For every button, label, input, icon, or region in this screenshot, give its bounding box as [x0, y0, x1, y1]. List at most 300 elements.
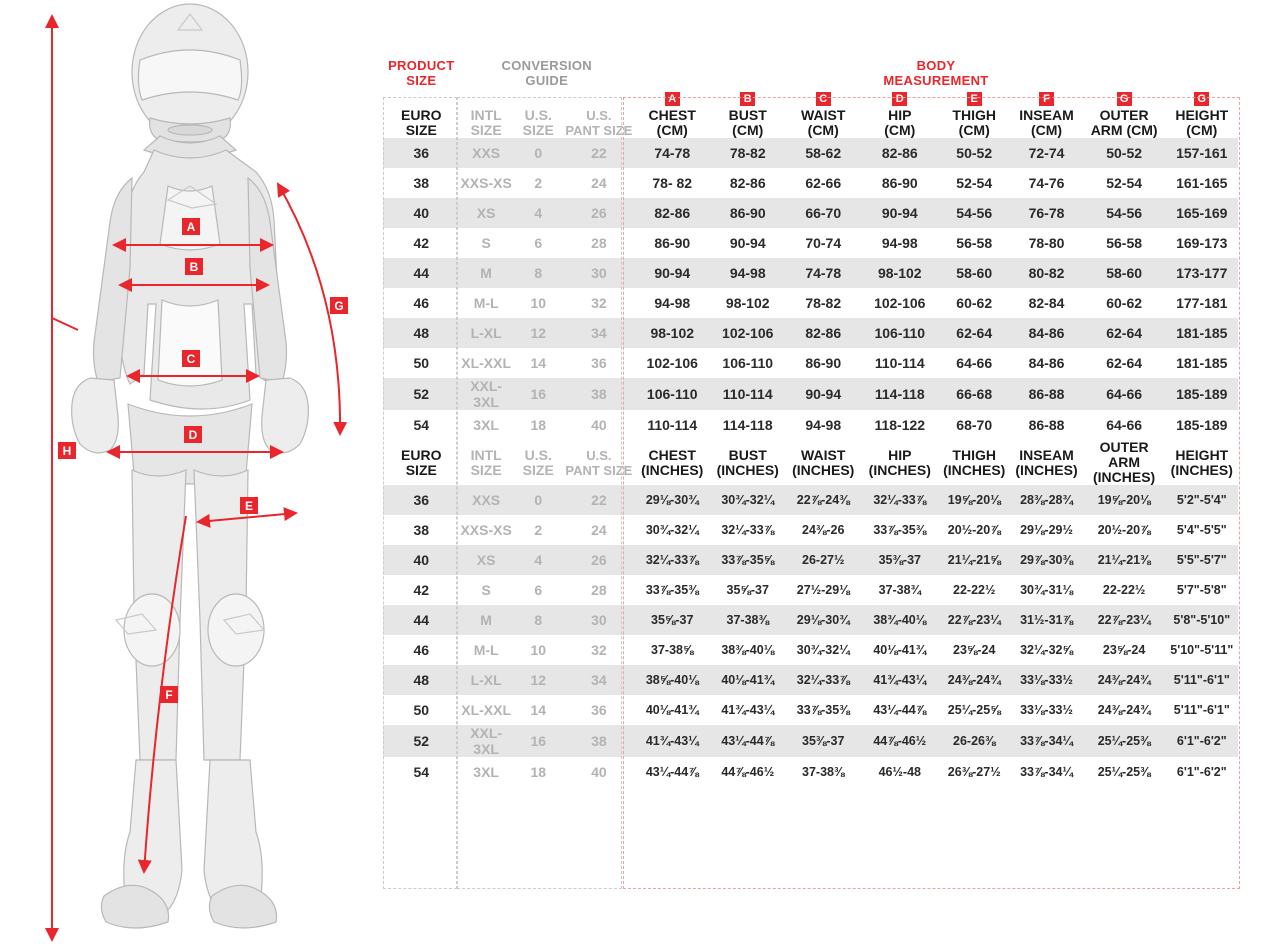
- cell-in-r3-c2: 6: [534, 582, 543, 598]
- cell-in-r7-c6: 33⅞-35⅜: [796, 703, 850, 717]
- col-header-line1: THIGH: [952, 446, 996, 463]
- cell-cm-r8-c7: 114-118: [862, 378, 939, 410]
- col-header-line1: HIP: [888, 446, 912, 463]
- cell-cm-r7-c8: 64-66: [956, 355, 993, 371]
- cell-cm-r2-c9: 76-78: [1010, 198, 1082, 228]
- cell-cm-r5-c9: 82-84: [1028, 295, 1065, 311]
- cell-cm-r0-c2: 0: [513, 138, 564, 168]
- cell-in-r7-c3: 36: [591, 702, 607, 718]
- cell-in-r8-c4: 41¾-43¼: [634, 725, 711, 757]
- table-row: [383, 288, 1238, 318]
- cell-in-r7-c10: 24⅜-24¾: [1097, 703, 1151, 717]
- cell-cm-r2-c3: 26: [564, 198, 634, 228]
- cell-in-r8-c0: 52: [383, 725, 460, 757]
- col-header-line1: HIP: [888, 107, 912, 123]
- cell-in-r9-c1: 3XL: [473, 764, 499, 780]
- cell-in-r9-c6: 37-38⅜: [802, 765, 845, 779]
- cell-cm-r2-c4: 82-86: [634, 198, 711, 228]
- svg-text:G: G: [334, 299, 344, 313]
- col-header-line2: (CM): [958, 122, 990, 138]
- col-header-cm-10: [1083, 108, 1166, 138]
- table-row: [383, 410, 1238, 440]
- letter-cell-D: [862, 88, 939, 108]
- column-header-row-cm: [383, 108, 1238, 138]
- table-row: [383, 725, 1238, 757]
- cell-cm-r6-c6: 82-86: [785, 318, 862, 348]
- cell-cm-r7-c5: 106-110: [722, 355, 774, 371]
- col-header-line1: OUTER: [1099, 107, 1149, 123]
- cell-in-r1-c8: 20½-20⅞: [947, 523, 1001, 537]
- table-body-cm: [383, 138, 1238, 440]
- cell-in-r3-c7: 37-38¾: [878, 583, 921, 597]
- col-header-line2: SIZE: [522, 122, 554, 138]
- cell-cm-r8-c5: 110-114: [711, 378, 785, 410]
- cell-cm-r6-c4: 98-102: [634, 318, 711, 348]
- group-body-line2: MEASUREMENT: [883, 73, 989, 88]
- svg-text:E: E: [244, 499, 254, 513]
- cell-in-r0-c4: 29⅛-30¾: [634, 485, 711, 515]
- cell-in-r6-c10: 24⅜-24¾: [1083, 665, 1166, 695]
- cell-cm-r5-c6: 78-82: [805, 295, 842, 311]
- letter-cell-G2: [1166, 88, 1238, 108]
- cell-cm-r4-c4: 90-94: [634, 258, 711, 288]
- cell-in-r5-c1: M-L: [473, 642, 499, 658]
- cell-cm-r3-c11: 169-173: [1176, 235, 1228, 251]
- col-header-cm-5: [711, 108, 785, 138]
- cell-in-r4-c11: 5'8"-5'10": [1166, 605, 1238, 635]
- cell-cm-r7-c3: 36: [591, 355, 607, 371]
- cell-in-r6-c9: 33⅛-33½: [1010, 665, 1082, 695]
- col-header-line1: WAIST: [801, 107, 846, 123]
- cell-cm-r8-c9: 86-88: [1010, 378, 1082, 410]
- cell-in-r5-c4: 37-38⅝: [651, 643, 694, 657]
- col-header-cm-7: [862, 108, 939, 138]
- col-header-line1: WAIST: [801, 446, 846, 463]
- cell-in-r0-c2: 0: [513, 485, 564, 515]
- col-header-in-3: [564, 440, 634, 485]
- badge-F: F: [1039, 92, 1054, 106]
- col-header-line2: ARM (CM): [1090, 122, 1158, 138]
- cell-cm-r9-c9: 86-88: [1028, 417, 1065, 433]
- cell-in-r7-c8: 25¼-25⅝: [947, 703, 1001, 717]
- col-header-line2: (INCHES): [641, 461, 704, 478]
- cell-in-r4-c9: 31½-31⅞: [1010, 605, 1082, 635]
- cell-in-r7-c4: 40⅛-41¾: [645, 703, 699, 717]
- cell-cm-r1-c8: 52-54: [956, 175, 993, 191]
- col-header-line1: THIGH: [952, 107, 996, 123]
- table-row: [383, 695, 1238, 725]
- cell-cm-r2-c6: 66-70: [785, 198, 862, 228]
- cell-cm-r6-c2: 12: [513, 318, 564, 348]
- cell-cm-r0-c5: 78-82: [711, 138, 785, 168]
- cell-cm-r8-c0: 52: [383, 378, 460, 410]
- table-row: [383, 545, 1238, 575]
- col-header-cm-1: [460, 108, 513, 138]
- cell-cm-r6-c3: 34: [564, 318, 634, 348]
- col-header-cm-9: [1010, 108, 1082, 138]
- group-conversion-line2: GUIDE: [525, 73, 569, 88]
- col-header-line2: (INCHES): [792, 461, 855, 478]
- cell-in-r9-c0: 54: [413, 764, 430, 780]
- col-header-in-7: [862, 440, 939, 485]
- cell-cm-r6-c11: 181-185: [1166, 318, 1238, 348]
- cell-cm-r5-c4: 94-98: [654, 295, 691, 311]
- cell-in-r6-c1: L-XL: [460, 665, 513, 695]
- letter-badge-row: [383, 88, 1238, 108]
- cell-cm-r0-c1: XXS: [460, 138, 513, 168]
- cell-in-r5-c11: 5'10"-5'11": [1170, 643, 1234, 657]
- cell-in-r7-c7: 43¼-44⅞: [873, 703, 927, 717]
- col-header-line1: EURO: [401, 446, 442, 463]
- cell-cm-r1-c1: XXS-XS: [460, 175, 512, 191]
- cell-in-r3-c9: 30¾-31⅛: [1020, 583, 1073, 597]
- cell-cm-r0-c8: 50-52: [938, 138, 1010, 168]
- cell-in-r2-c2: 4: [513, 545, 564, 575]
- cell-in-r9-c7: 46½-48: [878, 765, 921, 779]
- cell-in-r1-c5: 32¼-33⅞: [721, 523, 775, 537]
- size-chart-table: [383, 58, 1238, 787]
- cell-in-r6-c11: 5'11"-6'1": [1166, 665, 1238, 695]
- col-header-line1: BUST: [728, 446, 767, 463]
- cell-in-r1-c9: 29⅛-29½: [1020, 523, 1073, 537]
- column-header-row-inches: [383, 440, 1238, 485]
- cell-in-r6-c6: 32¼-33⅞: [785, 665, 862, 695]
- cell-in-r5-c10: 23⅝-24: [1102, 643, 1146, 657]
- group-header-row: [383, 58, 1238, 88]
- group-product-size-line1: PRODUCT: [388, 58, 455, 73]
- cell-cm-r0-c7: 82-86: [862, 138, 939, 168]
- svg-text:F: F: [165, 688, 173, 702]
- table-row: [383, 228, 1238, 258]
- cell-in-r0-c3: 22: [564, 485, 634, 515]
- figure-badge-C: [182, 350, 200, 367]
- table-row: [383, 138, 1238, 168]
- cell-cm-r0-c3: 22: [564, 138, 634, 168]
- col-header-line1: EURO: [401, 107, 442, 123]
- cell-cm-r1-c3: 24: [591, 175, 607, 191]
- cell-in-r2-c10: 21¼-21⅜: [1083, 545, 1166, 575]
- cell-in-r1-c0: 38: [413, 522, 430, 538]
- cell-cm-r0-c11: 157-161: [1166, 138, 1238, 168]
- cell-in-r5-c9: 32¼-32⅝: [1020, 643, 1073, 657]
- cell-cm-r9-c11: 185-189: [1176, 417, 1228, 433]
- cell-in-r5-c2: 10: [530, 642, 547, 658]
- cell-cm-r1-c7: 86-90: [881, 175, 918, 191]
- cell-cm-r2-c10: 54-56: [1083, 198, 1166, 228]
- cell-cm-r7-c10: 62-64: [1106, 355, 1143, 371]
- cell-cm-r9-c7: 118-122: [874, 417, 926, 433]
- cell-cm-r0-c4: 74-78: [634, 138, 711, 168]
- cell-in-r2-c9: 29⅞-30⅜: [1010, 545, 1082, 575]
- cell-in-r0-c7: 32¼-33⅞: [862, 485, 939, 515]
- cell-cm-r4-c1: M: [460, 258, 513, 288]
- cell-in-r3-c6: 27½-29⅛: [796, 583, 850, 597]
- group-body-line1: BODY: [916, 58, 956, 73]
- cell-in-r1-c3: 24: [591, 522, 607, 538]
- col-header-in-2: [513, 440, 564, 485]
- svg-text:D: D: [188, 428, 198, 442]
- badge-B: B: [740, 92, 755, 106]
- cell-cm-r9-c3: 40: [591, 417, 607, 433]
- col-header-line1: BUST: [728, 107, 767, 123]
- cell-in-r8-c10: 25¼-25⅜: [1083, 725, 1166, 757]
- cell-in-r7-c5: 41¾-43¼: [721, 703, 775, 717]
- cell-cm-r3-c5: 90-94: [729, 235, 766, 251]
- cell-in-r1-c7: 33⅞-35⅜: [873, 523, 927, 537]
- cell-in-r3-c4: 33⅞-35⅜: [645, 583, 699, 597]
- cell-in-r8-c7: 44⅞-46½: [862, 725, 939, 757]
- cell-in-r3-c11: 5'7"-5'8": [1176, 583, 1227, 597]
- col-header-line2: (CM): [656, 122, 688, 138]
- col-header-cm-4: [634, 108, 711, 138]
- col-header-line2: (INCHES): [1170, 461, 1233, 478]
- cell-cm-r7-c9: 84-86: [1028, 355, 1065, 371]
- cell-in-r2-c8: 21¼-21⅝: [938, 545, 1010, 575]
- cell-in-r6-c2: 12: [513, 665, 564, 695]
- letter-cell-B: [711, 88, 785, 108]
- cell-in-r5-c0: 46: [413, 642, 430, 658]
- cell-cm-r7-c2: 14: [530, 355, 547, 371]
- cell-in-r0-c1: XXS: [460, 485, 513, 515]
- cell-in-r9-c10: 25¼-25⅜: [1097, 765, 1151, 779]
- cell-cm-r8-c3: 38: [564, 378, 634, 410]
- cell-in-r2-c5: 33⅞-35⅝: [711, 545, 785, 575]
- cell-in-r7-c11: 5'11"-6'1": [1173, 703, 1230, 717]
- cell-in-r4-c8: 22⅞-23¼: [938, 605, 1010, 635]
- col-header-line1: U.S.: [524, 107, 552, 123]
- cell-cm-r4-c10: 58-60: [1083, 258, 1166, 288]
- figure-badge-D: [184, 426, 202, 443]
- cell-in-r6-c0: 48: [383, 665, 460, 695]
- cell-in-r4-c0: 44: [383, 605, 460, 635]
- cell-in-r2-c3: 26: [564, 545, 634, 575]
- cell-cm-r2-c0: 40: [383, 198, 460, 228]
- col-header-line2: SIZE: [405, 461, 437, 478]
- group-conversion-line1: CONVERSION: [501, 58, 592, 73]
- col-header-line2: (INCHES): [868, 461, 931, 478]
- cell-cm-r1-c0: 38: [413, 175, 430, 191]
- col-header-line1: CHEST: [648, 107, 696, 123]
- cell-in-r8-c6: 35⅜-37: [785, 725, 862, 757]
- table-body-inches: [383, 485, 1238, 787]
- cell-cm-r7-c1: XL-XXL: [461, 355, 512, 371]
- col-header-cm-3: [564, 108, 634, 138]
- col-header-in-8: [938, 440, 1010, 485]
- cell-in-r1-c6: 24⅜-26: [802, 523, 845, 537]
- cell-in-r4-c4: 35⅝-37: [634, 605, 711, 635]
- col-header-line1: CHEST: [648, 446, 696, 463]
- svg-text:C: C: [186, 352, 196, 366]
- cell-cm-r1-c5: 82-86: [729, 175, 766, 191]
- cell-in-r3-c1: S: [481, 582, 491, 598]
- cell-in-r6-c5: 40⅛-41¾: [711, 665, 785, 695]
- cell-in-r7-c1: XL-XXL: [461, 702, 512, 718]
- cell-cm-r4-c7: 98-102: [862, 258, 939, 288]
- badge-G-height: G: [1194, 92, 1209, 106]
- cell-cm-r7-c7: 110-114: [874, 355, 925, 371]
- figure-badge-B: [185, 258, 203, 275]
- cell-cm-r6-c9: 84-86: [1010, 318, 1082, 348]
- table-row: [383, 378, 1238, 410]
- letter-spacer: [383, 88, 634, 108]
- figure-badge-H: [58, 442, 76, 459]
- cell-in-r8-c8: 26-26⅜: [938, 725, 1010, 757]
- svg-text:A: A: [186, 220, 196, 234]
- cell-cm-r9-c5: 114-118: [722, 417, 773, 433]
- cell-cm-r3-c10: 56-58: [1106, 235, 1143, 251]
- cell-cm-r5-c11: 177-181: [1176, 295, 1228, 311]
- size-chart-table-panel: [383, 58, 1241, 787]
- cell-in-r1-c1: XXS-XS: [460, 522, 512, 538]
- cell-cm-r9-c10: 64-66: [1106, 417, 1143, 433]
- col-header-in-11: [1166, 440, 1238, 485]
- col-header-cm-11: [1166, 108, 1238, 138]
- col-header-in-6: [785, 440, 862, 485]
- cell-cm-r6-c8: 62-64: [938, 318, 1010, 348]
- cell-in-r7-c0: 50: [413, 702, 430, 718]
- cell-in-r5-c3: 32: [591, 642, 607, 658]
- cell-in-r1-c4: 30¾-32¼: [645, 523, 699, 537]
- cell-in-r7-c9: 33⅛-33½: [1020, 703, 1073, 717]
- table-row: [383, 757, 1238, 787]
- badge-E: E: [967, 92, 982, 106]
- group-product-size: [383, 58, 460, 88]
- cell-cm-r9-c2: 18: [530, 417, 547, 433]
- cell-in-r4-c6: 29⅛-30¾: [785, 605, 862, 635]
- cell-in-r3-c10: 22-22½: [1102, 583, 1146, 597]
- cell-cm-r5-c10: 60-62: [1106, 295, 1143, 311]
- cell-in-r0-c9: 28⅜-28¾: [1010, 485, 1082, 515]
- col-header-in-9: [1010, 440, 1082, 485]
- cell-cm-r1-c4: 78- 82: [652, 175, 693, 191]
- cell-cm-r6-c10: 62-64: [1083, 318, 1166, 348]
- cell-cm-r5-c8: 60-62: [956, 295, 993, 311]
- badge-D: D: [892, 92, 907, 106]
- cell-in-r9-c3: 40: [591, 764, 607, 780]
- col-header-line2: SIZE: [470, 122, 502, 138]
- cell-cm-r9-c8: 68-70: [956, 417, 993, 433]
- cell-cm-r2-c2: 4: [513, 198, 564, 228]
- cell-cm-r2-c5: 86-90: [711, 198, 785, 228]
- table-row: [383, 635, 1238, 665]
- cell-in-r3-c0: 42: [413, 582, 430, 598]
- cell-cm-r5-c3: 32: [591, 295, 607, 311]
- cell-in-r4-c3: 30: [564, 605, 634, 635]
- svg-text:H: H: [62, 444, 72, 458]
- cell-cm-r2-c7: 90-94: [862, 198, 939, 228]
- figure-badge-A: [182, 218, 200, 235]
- cell-in-r2-c0: 40: [383, 545, 460, 575]
- col-header-cm-6: [785, 108, 862, 138]
- cell-cm-r0-c9: 72-74: [1010, 138, 1082, 168]
- cell-in-r9-c11: 6'1"-6'2": [1176, 765, 1227, 779]
- cell-in-r6-c4: 38⅝-40⅛: [634, 665, 711, 695]
- table-row: [383, 318, 1238, 348]
- rider-illustration: [72, 4, 309, 928]
- col-header-line2: (CM): [884, 122, 916, 138]
- table-row: [383, 485, 1238, 515]
- figure-badge-G: [330, 297, 348, 314]
- col-header-line1: INTL: [470, 107, 502, 123]
- cell-in-r1-c11: 5'4"-5'5": [1176, 523, 1227, 537]
- cell-in-r8-c5: 43¼-44⅞: [711, 725, 785, 757]
- col-header-line2: (CM): [1030, 122, 1063, 138]
- cell-cm-r8-c6: 90-94: [785, 378, 862, 410]
- col-header-line1: INSEAM: [1019, 107, 1074, 123]
- figure-badge-F: [160, 686, 178, 703]
- cell-cm-r5-c1: M-L: [473, 295, 499, 311]
- cell-cm-r5-c2: 10: [530, 295, 547, 311]
- col-header-line2: SIZE: [470, 461, 502, 478]
- col-header-line2: (INCHES): [716, 461, 779, 478]
- cell-cm-r2-c1: XS: [460, 198, 513, 228]
- col-header-line1: HEIGHT: [1175, 446, 1229, 463]
- col-header-cm-8: [938, 108, 1010, 138]
- table-row: [383, 168, 1238, 198]
- cell-cm-r8-c8: 66-68: [938, 378, 1010, 410]
- cell-in-r9-c4: 43¼-44⅞: [645, 765, 699, 779]
- cell-in-r4-c10: 22⅞-23¼: [1083, 605, 1166, 635]
- cell-cm-r7-c0: 50: [413, 355, 430, 371]
- col-header-cm-2: [513, 108, 564, 138]
- cell-cm-r7-c11: 181-185: [1176, 355, 1228, 371]
- col-header-in-5: [711, 440, 785, 485]
- badge-C: C: [816, 92, 831, 106]
- col-header-cm-0: [383, 108, 460, 138]
- cell-cm-r3-c7: 94-98: [881, 235, 918, 251]
- cell-in-r1-c2: 2: [534, 522, 543, 538]
- col-header-line2: SIZE: [522, 461, 554, 478]
- cell-cm-r3-c1: S: [481, 235, 491, 251]
- cell-cm-r1-c11: 161-165: [1176, 175, 1228, 191]
- cell-cm-r7-c6: 86-90: [805, 355, 842, 371]
- cell-in-r8-c3: 38: [564, 725, 634, 757]
- cell-cm-r3-c9: 78-80: [1028, 235, 1065, 251]
- col-header-line1: U.S.: [524, 446, 552, 463]
- cell-cm-r2-c11: 165-169: [1166, 198, 1238, 228]
- col-header-in-4: [634, 440, 711, 485]
- cell-cm-r4-c5: 94-98: [711, 258, 785, 288]
- letter-cell-A: [634, 88, 711, 108]
- col-header-line1: HEIGHT: [1175, 107, 1229, 123]
- cell-in-r4-c5: 37-38⅜: [711, 605, 785, 635]
- group-conversion-guide: [460, 58, 634, 88]
- col-header-line2: PANT SIZE: [565, 462, 633, 478]
- cell-in-r6-c8: 24⅜-24¾: [938, 665, 1010, 695]
- table-row: [383, 515, 1238, 545]
- cell-in-r6-c3: 34: [564, 665, 634, 695]
- cell-in-r9-c2: 18: [530, 764, 547, 780]
- cell-in-r2-c1: XS: [460, 545, 513, 575]
- col-header-line1: U.S.: [586, 108, 612, 123]
- cell-in-r8-c2: 16: [513, 725, 564, 757]
- cell-cm-r3-c8: 56-58: [956, 235, 993, 251]
- cell-in-r0-c10: 19⅝-20⅛: [1083, 485, 1166, 515]
- cell-cm-r4-c6: 74-78: [785, 258, 862, 288]
- col-header-line2: PANT SIZE: [565, 123, 633, 138]
- cell-cm-r7-c4: 102-106: [646, 355, 698, 371]
- cell-in-r0-c0: 36: [383, 485, 460, 515]
- group-product-size-line2: SIZE: [406, 73, 437, 88]
- table-row: [383, 575, 1238, 605]
- cell-cm-r4-c3: 30: [564, 258, 634, 288]
- badge-A: A: [665, 92, 680, 106]
- cell-cm-r5-c7: 102-106: [874, 295, 926, 311]
- col-header-line2: (CM): [732, 122, 764, 138]
- col-header-line1: INTL: [470, 446, 502, 463]
- letter-cell-G1: [1083, 88, 1166, 108]
- table-row: [383, 605, 1238, 635]
